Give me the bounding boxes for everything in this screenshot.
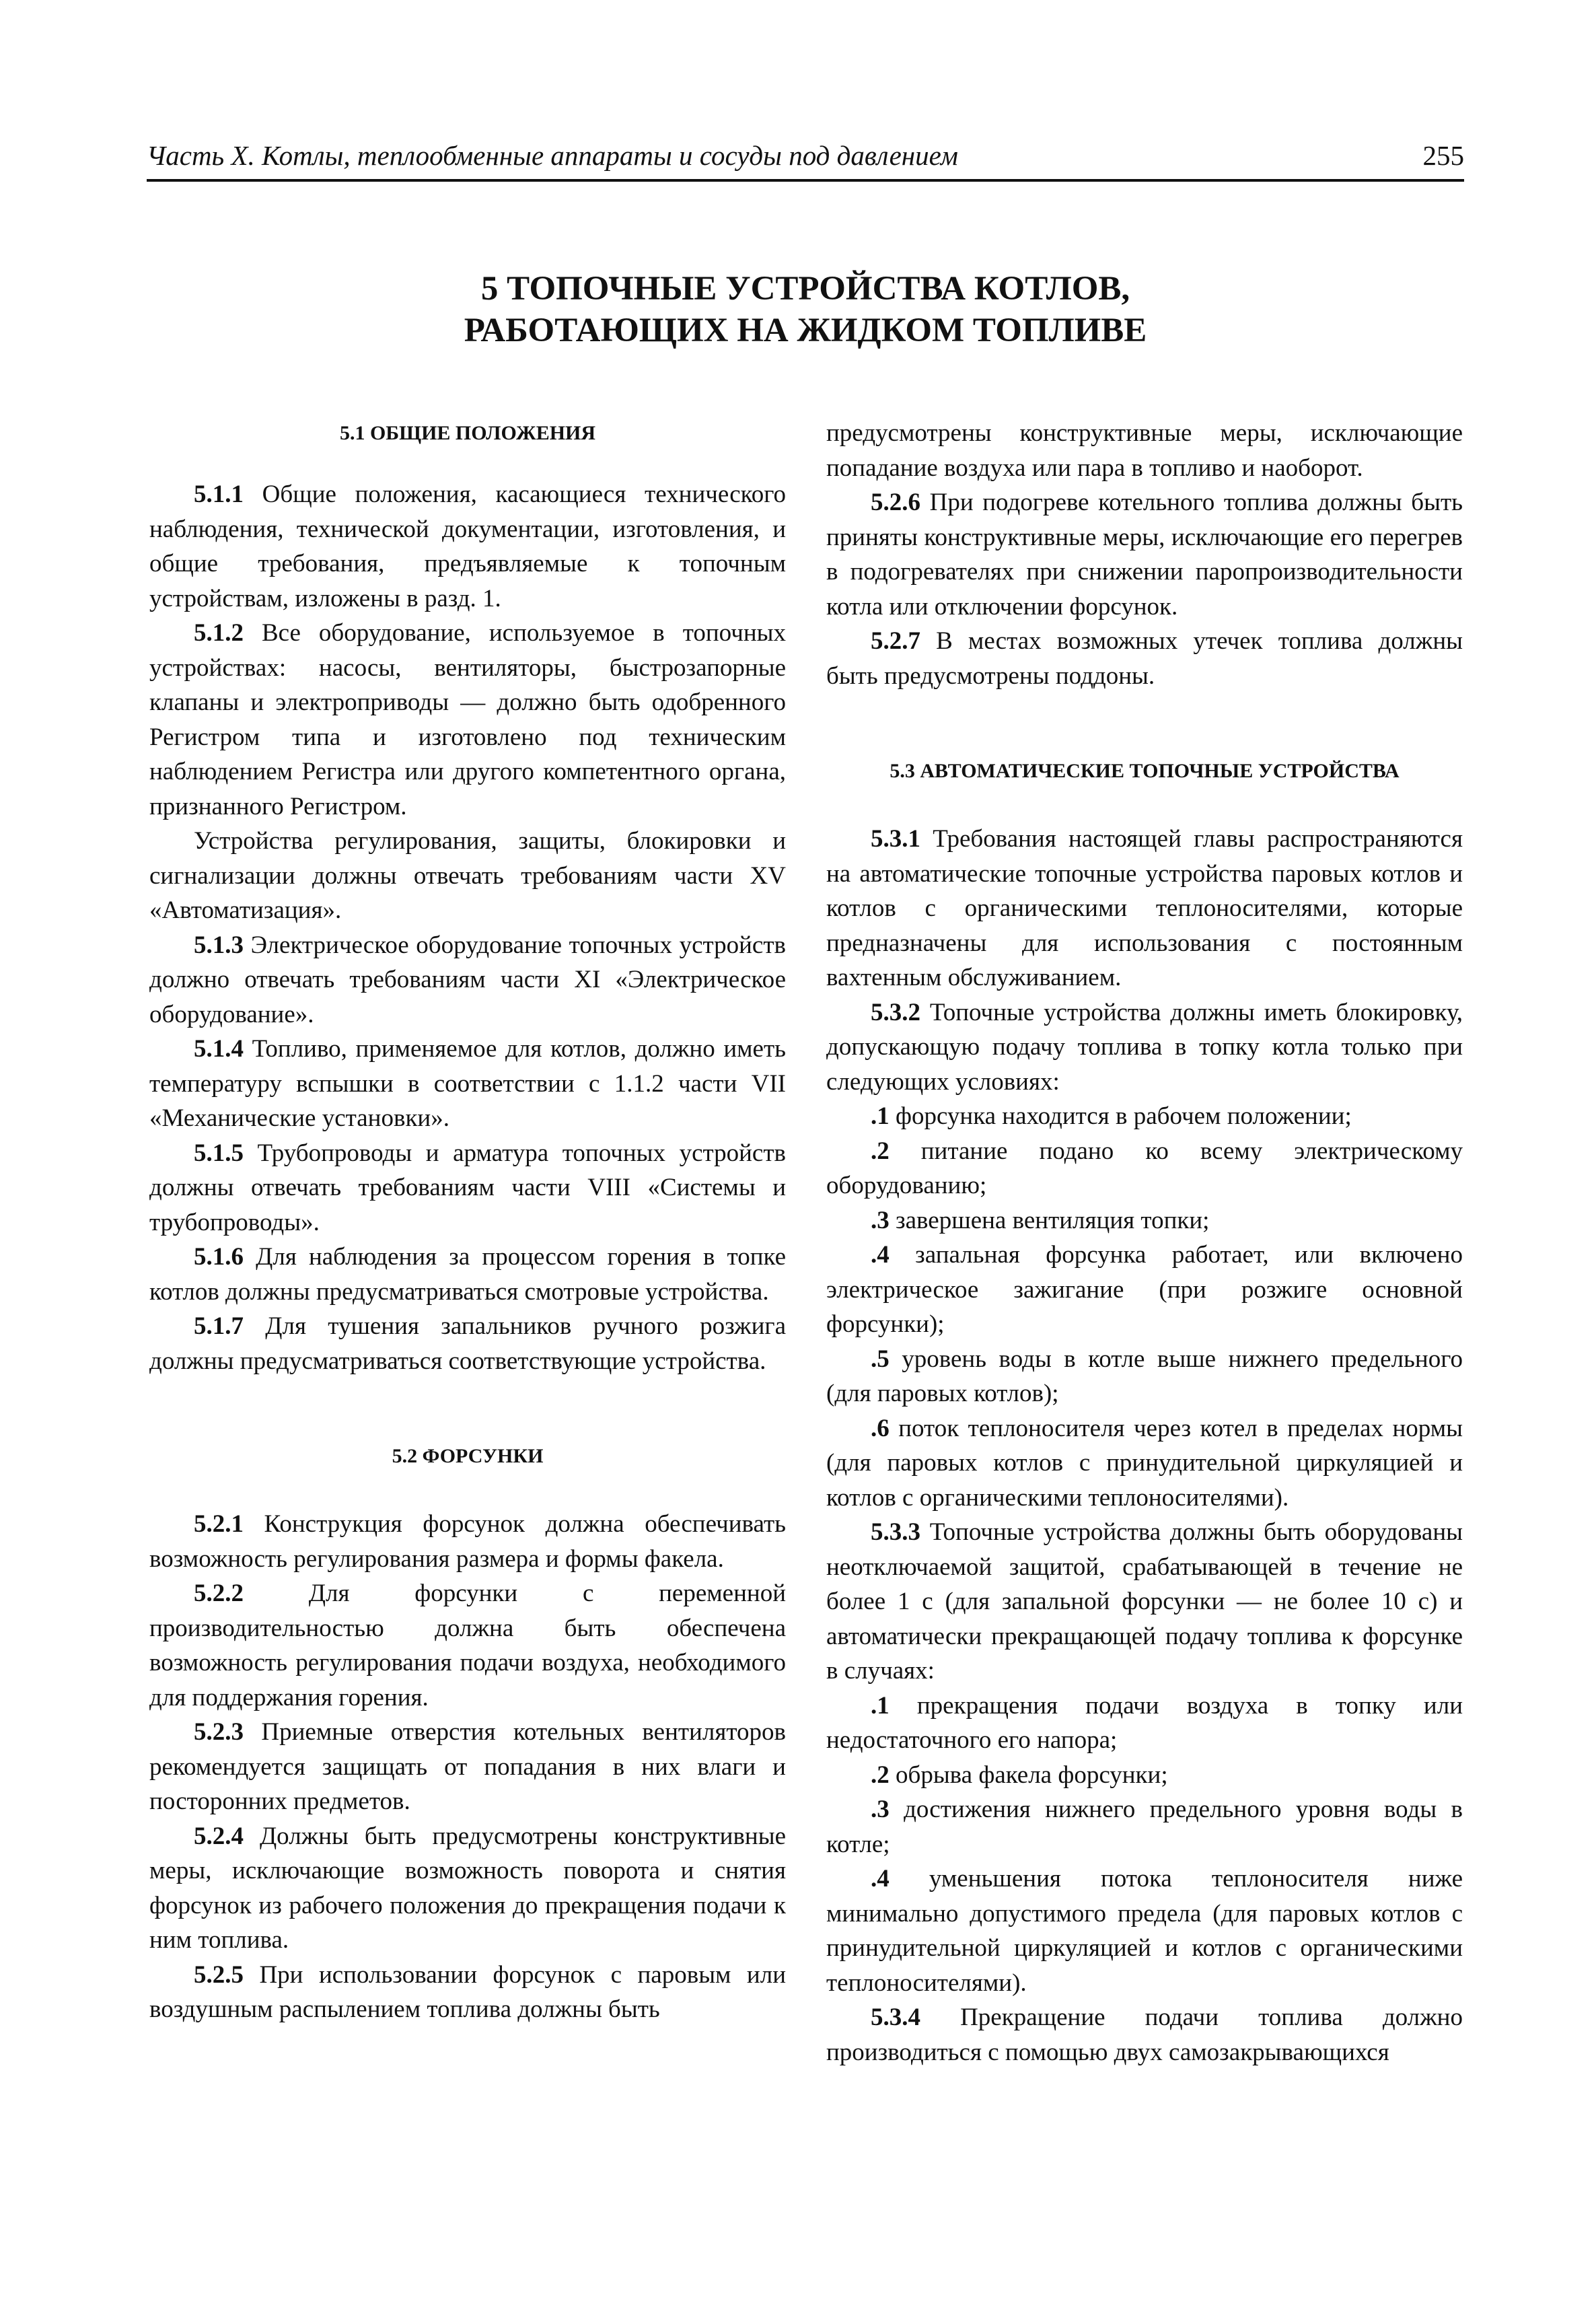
paragraph bbox=[826, 1099, 1463, 1134]
clause-number: .3 bbox=[871, 1206, 890, 1234]
clause-number: 5.3.4 bbox=[871, 2004, 920, 2031]
clause-number: .2 bbox=[871, 1137, 890, 1165]
clause-text: Топливо, применяемое для котлов, должно иметь температуру вспышки в соответствии с 1.1.2 части VII «Механические установки». bbox=[149, 1035, 786, 1132]
clause-text: Требования настоящей главы распространяются на автоматические топочные устройства паровых котлов и котлов с органическими теплоносителями, которые предназначены для использования с постоянным вахтенным обслуживанием. bbox=[826, 825, 1463, 991]
paragraph bbox=[826, 416, 1463, 485]
clause-number: .3 bbox=[871, 1796, 890, 1823]
paragraph bbox=[149, 1576, 786, 1715]
paragraph bbox=[826, 1342, 1463, 1411]
section-5-2-continued bbox=[826, 416, 1463, 693]
paragraph bbox=[826, 1862, 1463, 2000]
paragraph bbox=[826, 624, 1463, 693]
clause-number: 5.1.4 bbox=[194, 1035, 244, 1063]
clause-number: 5.1.1 bbox=[194, 481, 244, 508]
clause-text: уровень воды в котле выше нижнего предельного (для паровых котлов); bbox=[826, 1345, 1463, 1407]
paragraph bbox=[149, 1507, 786, 1576]
left-column bbox=[149, 416, 786, 2027]
clause-text: Для форсунки с переменной производительностью должна быть обеспечена возможность регулирования подачи воздуха, необходимого для поддержания горения. bbox=[149, 1580, 786, 1711]
paragraph bbox=[149, 1819, 786, 1958]
clause-text: прекращения подачи воздуха в топку или недостаточного его напора; bbox=[826, 1691, 1463, 1754]
paragraph bbox=[826, 1792, 1463, 1862]
clause-text: завершена вентиляция топки; bbox=[889, 1206, 1210, 1234]
clause-number: 5.3.3 bbox=[871, 1518, 920, 1546]
clause-number: 5.3.2 bbox=[871, 998, 920, 1026]
clause-number: 5.2.7 bbox=[871, 627, 920, 655]
clause-text: питание подано ко всему электрическому оборудованию; bbox=[826, 1137, 1463, 1199]
clause-text: достижения нижнего предельного уровня воды в котле; bbox=[826, 1796, 1463, 1858]
clause-text: Общие положения, касающиеся технического наблюдения, технической документации, изготовления, и общие требования, предъявляемые к топочным устройствам, изложены в разд. 1. bbox=[149, 481, 786, 612]
clause-text: Приемные отверстия котельных вентиляторов рекомендуется защищать от попадания в них влаги и посторонних предметов. bbox=[149, 1718, 786, 1815]
clause-number: 5.3.1 bbox=[871, 825, 920, 853]
paragraph bbox=[826, 1203, 1463, 1238]
clause-text: запальная форсунка работает, или включено электрическое зажигание (при розжиге основной форсунки); bbox=[826, 1241, 1463, 1338]
clause-number: .1 bbox=[871, 1102, 890, 1130]
clause-text: В местах возможных утечек топлива должны быть предусмотрены поддоны. bbox=[826, 627, 1463, 690]
paragraph bbox=[826, 822, 1463, 995]
paragraph bbox=[826, 1238, 1463, 1342]
clause-text: Электрическое оборудование топочных устройств должно отвечать требованиям части XI «Электрическое оборудование». bbox=[149, 931, 786, 1028]
paragraph bbox=[149, 928, 786, 1032]
clause-number: 5.2.4 bbox=[194, 1822, 244, 1850]
clause-number: .6 bbox=[871, 1414, 890, 1442]
clause-text: поток теплоносителя через котел в пределах нормы (для паровых котлов с принудительной циркуляцией и котлов с органическими теплоносителями). bbox=[826, 1414, 1463, 1512]
paragraph bbox=[149, 1032, 786, 1136]
clause-number: .5 bbox=[871, 1345, 890, 1373]
clause-text: Топочные устройства должны быть оборудованы неотключаемой защитой, срабатывающей в течение не более 1 с (для запальной форсунки — не более 10 с) и автоматически прекращающей подачу топлива к форсунке в случаях: bbox=[826, 1518, 1463, 1685]
section-5-3-body bbox=[826, 822, 1463, 2070]
chapter-title-line-1: 5 ТОПОЧНЫЕ УСТРОЙСТВА КОТЛОВ, bbox=[480, 270, 1130, 308]
section-5-2-body bbox=[149, 1507, 786, 2027]
paragraph bbox=[826, 1134, 1463, 1203]
clause-text: Конструкция форсунок должна обеспечивать возможность регулирования размера и формы факела. bbox=[149, 1510, 786, 1573]
clause-text: При подогреве котельного топлива должны быть приняты конструктивные меры, исключающие его перегрев в подогревателях при снижении паропроизводительности котла или отключении форсунок. bbox=[826, 489, 1463, 621]
header-title: Часть X. Котлы, теплообменные аппараты и сосуды под давлением bbox=[147, 140, 958, 171]
clause-text: предусмотрены конструктивные меры, исключающие попадание воздуха или пара в топливо и наоборот. bbox=[826, 419, 1463, 482]
clause-number: 5.1.2 bbox=[194, 619, 244, 647]
clause-number: 5.2.3 bbox=[194, 1718, 244, 1746]
section-heading-5-3: 5.3 АВТОМАТИЧЕСКИЕ ТОПОЧНЫЕ УСТРОЙСТВА bbox=[890, 760, 1400, 782]
paragraph bbox=[149, 1240, 786, 1309]
section-heading-5-1: 5.1 ОБЩИЕ ПОЛОЖЕНИЯ bbox=[339, 422, 596, 444]
section-heading-5-2: 5.2 ФОРСУНКИ bbox=[392, 1445, 544, 1467]
clause-number: 5.1.6 bbox=[194, 1243, 244, 1271]
clause-text: Для наблюдения за процессом горения в топке котлов должны предусматриваться смотровые устройства. bbox=[149, 1243, 786, 1306]
paragraph bbox=[149, 477, 786, 616]
clause-number: .4 bbox=[871, 1865, 890, 1893]
chapter-title-line-2: РАБОТАЮЩИХ НА ЖИДКОМ ТОПЛИВЕ bbox=[464, 312, 1147, 349]
clause-number: .4 bbox=[871, 1241, 890, 1269]
clause-number: 5.1.3 bbox=[194, 931, 244, 959]
clause-text: При использовании форсунок с паровым или воздушным распылением топлива должны быть bbox=[149, 1960, 786, 2023]
clause-text: Прекращение подачи топлива должно производиться с помощью двух самозакрывающихся bbox=[826, 2004, 1463, 2066]
clause-text: Трубопроводы и арматура топочных устройств должны отвечать требованиям части VIII «Системы и трубопроводы». bbox=[149, 1139, 786, 1236]
clause-text: Должны быть предусмотрены конструктивные меры, исключающие возможность поворота и снятия форсунок из рабочего положения до прекращения подачи к ним топлива. bbox=[149, 1822, 786, 1954]
paragraph bbox=[826, 1689, 1463, 1758]
clause-text: Устройства регулирования, защиты, блокировки и сигнализации должны отвечать требованиям части XV «Автоматизация». bbox=[149, 827, 786, 924]
clause-text: Топочные устройства должны иметь блокировку, допускающую подачу топлива в топку котла только при следующих условиях: bbox=[826, 998, 1463, 1096]
paragraph bbox=[149, 616, 786, 824]
paragraph bbox=[149, 1715, 786, 1819]
clause-text: форсунка находится в рабочем положении; bbox=[889, 1102, 1352, 1130]
paragraph bbox=[149, 1958, 786, 2027]
paragraph bbox=[826, 1411, 1463, 1516]
clause-number: 5.2.1 bbox=[194, 1510, 244, 1538]
clause-text: Все оборудование, используемое в топочных устройствах: насосы, вентиляторы, быстрозапорные клапаны и электроприводы — должно быть одобренного Регистром типа и изготовлено под техническим наблюдением Регистра или другого компетентного органа, признанного Регистром. bbox=[149, 619, 786, 820]
running-header bbox=[147, 139, 1464, 182]
clause-number: 5.2.2 bbox=[194, 1580, 244, 1607]
paragraph bbox=[826, 1515, 1463, 1689]
paragraph bbox=[149, 1309, 786, 1378]
paragraph bbox=[149, 824, 786, 928]
clause-number: .2 bbox=[871, 1761, 890, 1789]
paragraph bbox=[826, 2000, 1463, 2070]
clause-number: 5.1.7 bbox=[194, 1312, 244, 1340]
paragraph bbox=[149, 1136, 786, 1240]
clause-text: обрыва факела форсунки; bbox=[889, 1761, 1168, 1789]
clause-text: Для тушения запальников ручного розжига должны предусматриваться соответствующие устройства. bbox=[149, 1312, 786, 1375]
clause-text: уменьшения потока теплоносителя ниже минимально допустимого предела (для паровых котлов с принудительной циркуляцией и котлов с органическими теплоносителями). bbox=[826, 1865, 1463, 1997]
chapter-title bbox=[147, 268, 1464, 351]
page-number: 255 bbox=[1422, 140, 1464, 171]
paragraph bbox=[826, 1758, 1463, 1793]
clause-number: 5.1.5 bbox=[194, 1139, 244, 1167]
paragraph bbox=[826, 485, 1463, 624]
clause-number: 5.2.5 bbox=[194, 1960, 244, 1989]
right-column bbox=[826, 416, 1463, 2070]
clause-number: 5.2.6 bbox=[871, 489, 920, 516]
section-5-1-body bbox=[149, 477, 786, 1378]
clause-number: .1 bbox=[871, 1691, 890, 1720]
paragraph bbox=[826, 995, 1463, 1100]
